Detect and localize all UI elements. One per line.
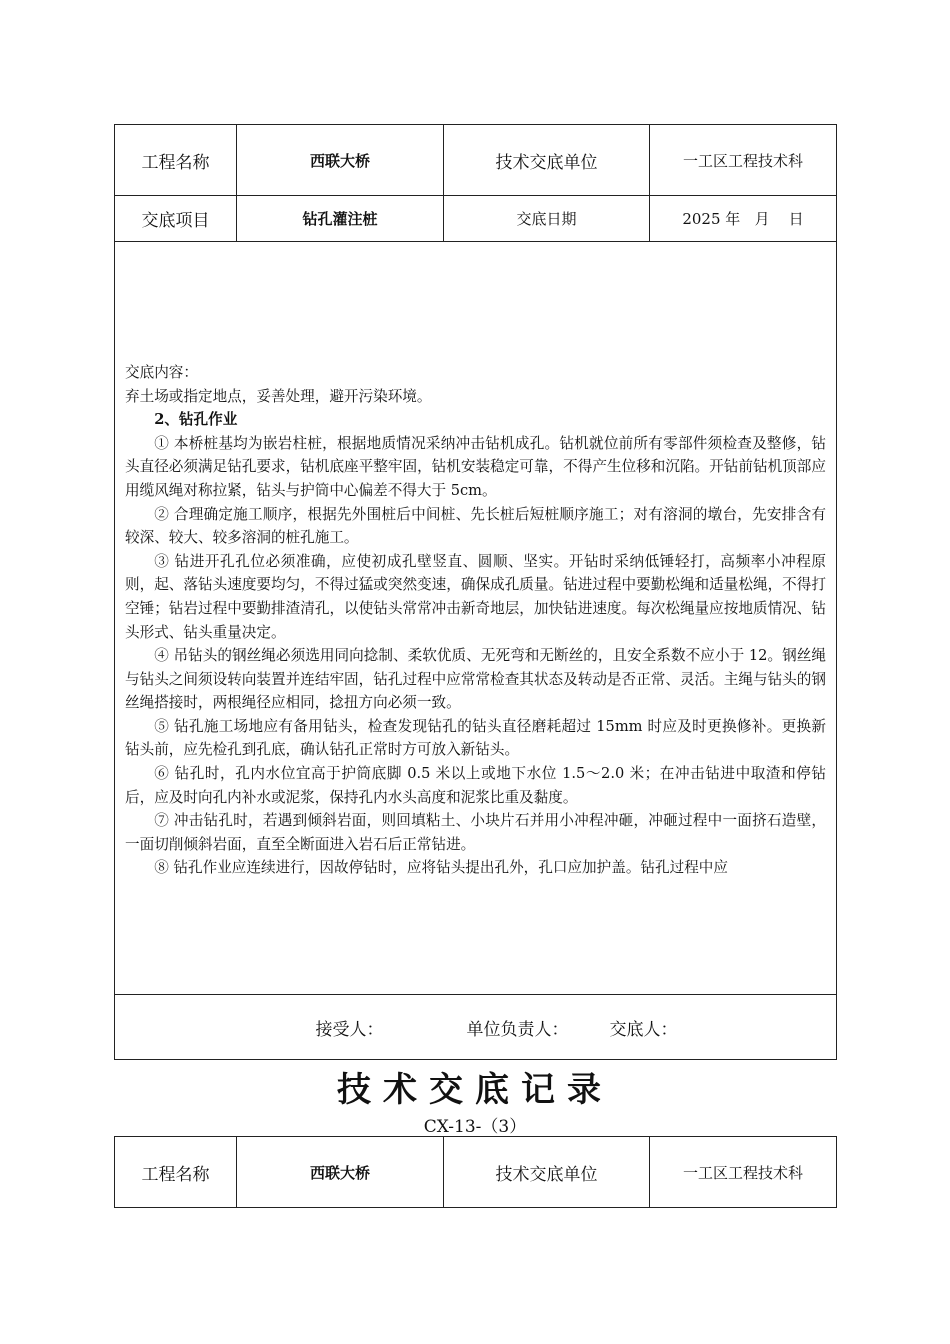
content-lead: 弃土场或指定地点，妥善处理，避开污染环境。 xyxy=(125,387,432,405)
record-code: CX-13-（3） xyxy=(423,1117,527,1137)
next-project-name-label: 工程名称 xyxy=(115,1137,237,1208)
paragraph-5: ⑤ 钻孔施工场地应有备用钻头，检查发现钻孔的钻头直径磨耗超过 15mm 时应及时更换修补。更换新钻头前，应先检孔到孔底，确认钻孔正常时方可放入新钻头。 xyxy=(125,717,826,759)
next-form-table xyxy=(114,1136,837,1208)
date-label: 交底日期 xyxy=(444,196,650,242)
next-project-name-value: 西联大桥 xyxy=(237,1137,444,1208)
paragraph-4: ④ 吊钻头的钢丝绳必须选用同向捻制、柔软优质、无死弯和无断丝的，且安全系数不应小于 12。钢丝绳与钻头之间须设转向装置并连结牢固，钻孔过程中应常常检查其状态及转动是否正常、灵活。主绳与钻头的钢丝绳搭接时，两根绳径应相同，捻扭方向必须一致。 xyxy=(125,647,826,712)
unit-head-label: 单位负责人： xyxy=(466,1019,569,1040)
paragraph-6: ⑥ 钻孔时，孔内水位宜高于护筒底脚 0.5 米以上或地下水位 1.5～2.0 米；在冲击钻进中取渣和停钻后，应及时向孔内补水或泥浆，保持孔内水头高度和泥浆比重及黏度。 xyxy=(125,765,826,806)
date-value: 2025 年 月 日 xyxy=(650,196,837,242)
content-label: 交底内容： xyxy=(125,363,198,381)
record-title: 技术交底记录 xyxy=(337,1070,613,1110)
paragraph-8: ⑧ 钻孔作业应连续进行，因故停钻时，应将钻头提出孔外，孔口应加护盖。钻孔过程中应 xyxy=(154,859,728,877)
paragraph-2: ② 合理确定施工顺序，根据先外围桩后中间桩、先长桩后短桩顺序施工；对有溶洞的墩台，先安排含有较深、较大、较多溶洞的桩孔施工。 xyxy=(125,505,826,547)
disclosure-form-table xyxy=(114,124,837,1060)
project-name-label: 工程名称 xyxy=(115,125,237,196)
next-unit-label: 技术交底单位 xyxy=(444,1137,650,1208)
unit-value: 一工区工程技术科 xyxy=(650,125,837,196)
signature-row xyxy=(115,995,837,1060)
presenter-label: 交底人： xyxy=(609,1019,678,1040)
section-heading: 2、钻孔作业 xyxy=(154,411,238,429)
content-body xyxy=(115,356,836,880)
project-name-value: 西联大桥 xyxy=(237,125,444,196)
item-value: 钻孔灌注桩 xyxy=(237,196,444,242)
receiver-label: 接受人： xyxy=(315,1019,384,1040)
next-unit-value: 一工区工程技术科 xyxy=(650,1137,837,1208)
content-cell xyxy=(115,242,837,995)
item-label: 交底项目 xyxy=(115,196,237,242)
unit-label: 技术交底单位 xyxy=(444,125,650,196)
paragraph-3: ③ 钻进开孔孔位必须准确，应使初成孔壁竖直、圆顺、坚实。开钻时采纳低锤轻打，高频率小冲程原则，起、落钻头速度要均匀，不得过猛或突然变速，确保成孔质量。钻进过程中要勤松绳和适量松绳，不得打空锤；钻岩过程中要勤排渣清孔，以使钻头常常冲击新奇地层，加快钻进速度。每次松绳量应按地质情况、钻头形式、钻头重量决定。 xyxy=(125,552,826,641)
paragraph-7: ⑦ 冲击钻孔时，若遇到倾斜岩面，则回填粘土、小块片石并用小冲程冲砸，冲砸过程中一面挤石造壁，一面切削倾斜岩面，直至全断面进入岩石后正常钻进。 xyxy=(125,812,826,853)
paragraph-1: ① 本桥桩基均为嵌岩柱桩，根据地质情况采纳冲击钻机成孔。钻机就位前所有零部件须检查及整修，钻头直径必须满足钻孔要求，钻机底座平整牢固，钻机安装稳定可靠，不得产生位移和沉陷。开钻前钻机顶部应用缆风绳对称拉紧，钻头与护筒中心偏差不得大于 5cm。 xyxy=(125,434,826,499)
